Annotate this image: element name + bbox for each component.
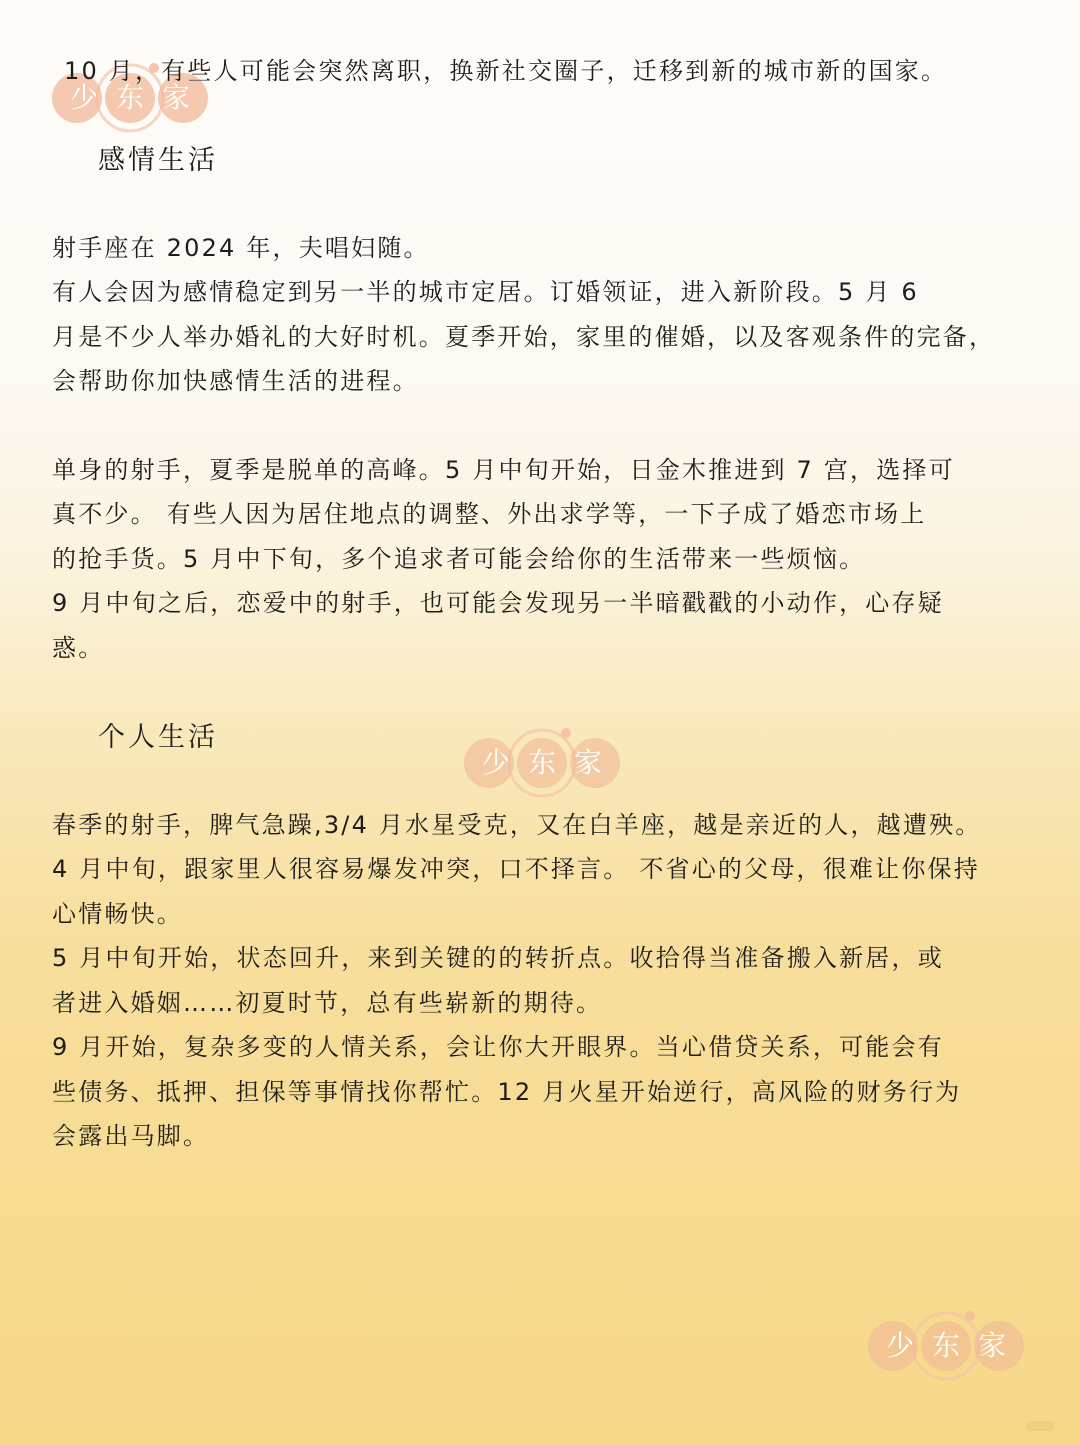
paragraph-line: 真不少。 有些人因为居住地点的调整、外出求学等，一下子成了婚恋市场上 bbox=[52, 500, 927, 528]
paragraph-line: 9 月开始，复杂多变的人情关系，会让你大开眼界。当心借贷关系，可能会有 bbox=[52, 1033, 944, 1061]
watermark-char: 东 bbox=[931, 1329, 960, 1362]
paragraph-line: 月是不少人举办婚礼的大好时机。夏季开始，家里的催婚，以及客观条件的完备， bbox=[52, 323, 996, 351]
watermark-char: 家 bbox=[573, 746, 602, 779]
watermark-char: 东 bbox=[527, 746, 556, 779]
paragraph-line: 9 月中旬之后，恋爱中的射手，也可能会发现另一半暗戳戳的小动作，心存疑 bbox=[52, 589, 944, 617]
paragraph-line: 单身的射手，夏季是脱单的高峰。5 月中旬开始，日金木推进到 7 宫，选择可 bbox=[52, 456, 955, 484]
watermark-char: 少 bbox=[69, 81, 98, 114]
corner-badge-icon bbox=[1026, 1421, 1054, 1431]
section-heading-personal: 个人生活 bbox=[98, 722, 218, 753]
paragraph-line: 会帮助你加快感情生活的进程。 bbox=[52, 367, 419, 395]
watermark-logo bbox=[462, 723, 622, 803]
paragraph-line: 心情畅快。 bbox=[52, 900, 183, 928]
paragraph-line: 4 月中旬，跟家里人很容易爆发冲突，口不择言。 不省心的父母，很难让你保持 bbox=[52, 855, 980, 883]
paragraph-line: 射手座在 2024 年，夫唱妇随。 bbox=[52, 234, 430, 262]
paragraph-line: 有人会因为感情稳定到另一半的城市定居。订婚领证，进入新阶段。5 月 6 bbox=[52, 278, 919, 306]
section-heading-love: 感情生活 bbox=[98, 145, 218, 176]
watermark-char: 家 bbox=[977, 1329, 1006, 1362]
intro-paragraph: 10 月，有些人可能会突然离职，换新社交圈子，迁移到新的城市新的国家。 bbox=[64, 57, 948, 85]
paragraph-line: 的抢手货。5 月中下旬，多个追求者可能会给你的生活带来一些烦恼。 bbox=[52, 545, 866, 573]
paragraph-line: 惑。 bbox=[52, 634, 105, 662]
paragraph-line: 5 月中旬开始，状态回升，来到关键的的转折点。收拾得当准备搬入新居，或 bbox=[52, 944, 944, 972]
paragraph-line: 者进入婚姻……初夏时节，总有些崭新的期待。 bbox=[52, 989, 603, 1017]
watermark-char: 少 bbox=[481, 746, 510, 779]
watermark-char: 家 bbox=[161, 81, 190, 114]
paragraph-line: 春季的射手，脾气急躁,3/4 月水星受克，又在白羊座，越是亲近的人，越遭殃。 bbox=[52, 811, 982, 839]
watermark-char: 少 bbox=[885, 1329, 914, 1362]
paragraph-line: 会露出马脚。 bbox=[52, 1122, 210, 1150]
watermark-logo bbox=[866, 1306, 1026, 1386]
paragraph-line: 些债务、抵押、担保等事情找你帮忙。12 月火星开始逆行，高风险的财务行为 bbox=[52, 1078, 962, 1106]
watermark-char: 东 bbox=[115, 81, 144, 114]
